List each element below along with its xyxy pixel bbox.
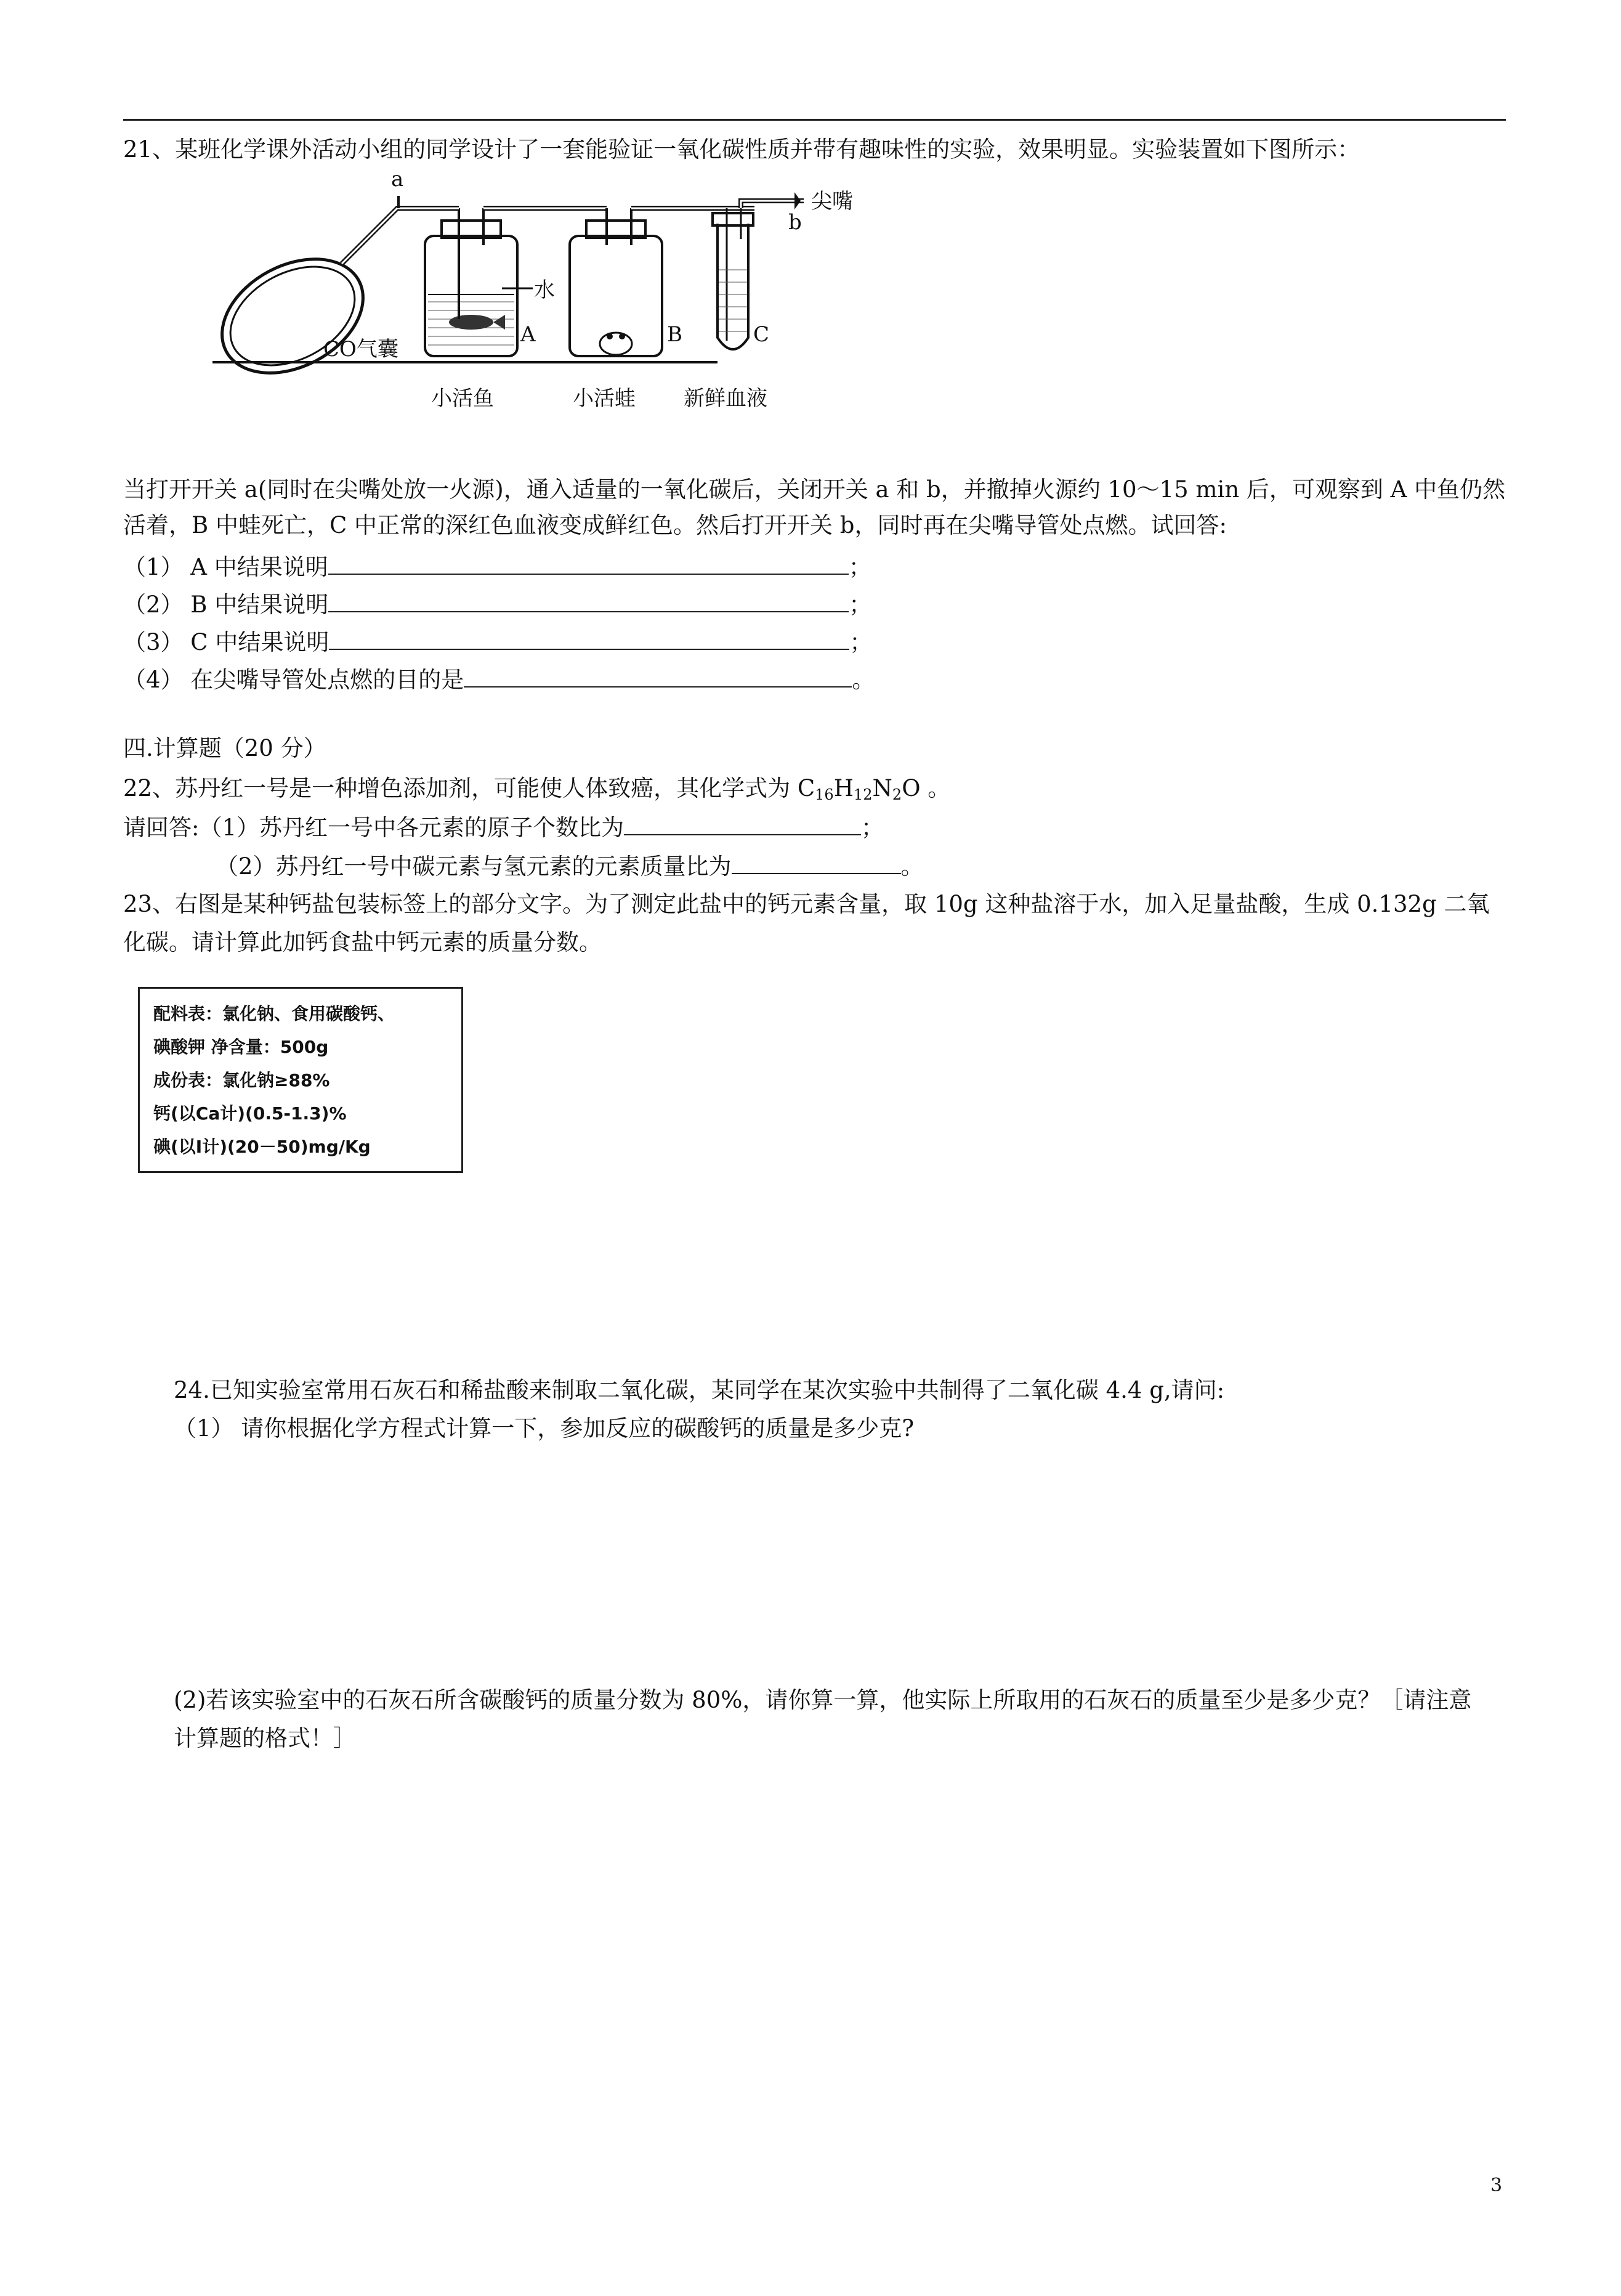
q22-sub-c: 16	[815, 786, 834, 803]
label-jianzui: 尖嘴	[811, 189, 853, 214]
q21-sub2	[123, 589, 871, 620]
label-water: 水	[534, 278, 555, 302]
q22-line3	[216, 851, 924, 882]
label-B: B	[667, 322, 682, 347]
q22-line3-end: 。	[900, 853, 924, 880]
q21-sub2-text: （2） B 中结果说明	[123, 591, 329, 618]
label-row-1: 配料表：氯化钠、食用碳酸钙、	[153, 1004, 395, 1024]
section-title: 四.计算题（20 分）	[123, 735, 326, 761]
answer-blank-5[interactable]	[624, 812, 861, 835]
q22-h: H	[833, 775, 854, 801]
q22-n: N	[872, 775, 892, 801]
label-A: A	[520, 322, 536, 347]
q21-sub2-end: ；	[849, 591, 872, 618]
answer-blank-4[interactable]	[464, 664, 852, 688]
label-fish: 小活鱼	[431, 386, 494, 411]
label-co-bag: CO气囊	[323, 337, 398, 362]
q24-sub1: （1） 请你根据化学方程式计算一下，参加反应的碳酸钙的质量是多少克?	[174, 1415, 915, 1442]
co-bag-outer	[212, 236, 382, 396]
q21-paragraph-line1: 当打开开关 a(同时在尖嘴处放一火源)，通入适量的一氧化碳后，关闭开关 a 和 b，并撤掉火源约 10～15 min 后，可观察到 A 中鱼仍然	[123, 476, 1506, 503]
answer-blank-1[interactable]	[328, 551, 849, 575]
q21-sub1-text: （1） A 中结果说明	[123, 554, 328, 580]
q23-line1: 23、右图是某种钙盐包装标签上的部分文字。为了测定此盐中的钙元素含量，取 10g 这种盐溶于水，加入足量盐酸，生成 0.132g 二氧	[123, 891, 1490, 917]
label-frog: 小活蛙	[573, 386, 636, 411]
top-rule	[123, 119, 1506, 121]
q24-line1: 24.已知实验室常用石灰石和稀盐酸来制取二氧化碳，某同学在某次实验中共制得了二氧化碳 4.4 g,请问:	[174, 1377, 1225, 1403]
q21-sub3-end: ；	[849, 629, 873, 655]
q22-line2-text: 请回答:（1）苏丹红一号中各元素的原子个数比为	[123, 814, 625, 841]
q22-line2-end: ；	[861, 814, 884, 841]
bottle-a	[425, 236, 517, 356]
q22-prefix: 22、苏丹红一号是一种增色添加剂，可能使人体致癌，其化学式为 C	[123, 775, 815, 801]
q21-sub4-text: （4） 在尖嘴导管处点燃的目的是	[123, 667, 464, 693]
label-C: C	[753, 322, 770, 347]
salt-package-label	[138, 987, 463, 1173]
label-row-3: 成份表：氯化钠≥88%	[153, 1070, 330, 1090]
frog-icon	[600, 333, 632, 355]
q22-o: O 。	[902, 775, 951, 801]
page-number: 3	[1490, 2175, 1503, 2196]
label-b: b	[788, 210, 802, 235]
q24-sub2-line2: 计算题的格式！］	[174, 1725, 356, 1751]
test-tube-c	[718, 224, 748, 349]
q21-paragraph-line2: 活着，B 中蛙死亡，C 中正常的深红色血液变成鲜红色。然后打开开关 b，同时再在尖嘴导管处点燃。试回答:	[123, 512, 1227, 538]
q22-line1	[123, 773, 950, 810]
q22-line3-text: （2）苏丹红一号中碳元素与氢元素的元素质量比为	[216, 853, 732, 880]
q21-sub1	[123, 551, 871, 583]
q21-sub4	[123, 664, 875, 696]
q21-sub4-end: 。	[852, 667, 875, 693]
q24-sub2-line1: (2)若该实验室中的石灰石所含碳酸钙的质量分数为 80%，请你算一算，他实际上所取用的石灰石的质量至少是多少克？［请注意	[174, 1687, 1472, 1713]
label-blood: 新鲜血液	[684, 386, 767, 411]
q21-sub1-end: ；	[848, 554, 871, 580]
q22-sub-n: 2	[892, 786, 902, 803]
fish-icon	[449, 315, 493, 330]
answer-blank-6[interactable]	[732, 851, 901, 874]
q21-intro: 21、某班化学课外活动小组的同学设计了一套能验证一氧化碳性质并带有趣味性的实验，效果明显。实验装置如下图所示：	[123, 136, 1360, 163]
q21-sub3	[123, 627, 872, 658]
answer-blank-2[interactable]	[328, 589, 849, 612]
answer-blank-3[interactable]	[329, 627, 849, 650]
label-a: a	[391, 167, 404, 192]
bottle-b	[570, 236, 662, 356]
q21-sub3-text: （3） C 中结果说明	[123, 629, 329, 655]
switch-b	[794, 192, 801, 209]
label-row-4: 钙(以Ca计)(0.5-1.3)%	[153, 1103, 347, 1124]
label-row-2: 碘酸钾 净含量：500g	[153, 1037, 329, 1057]
q22-sub-h: 12	[853, 786, 873, 803]
q23-line2: 化碳。请计算此加钙食盐中钙元素的质量分数。	[123, 929, 602, 955]
q22-line2	[123, 812, 884, 843]
label-row-5: 碘(以I计)(20－50)mg/Kg	[153, 1137, 371, 1157]
co-apparatus-diagram	[212, 165, 890, 424]
